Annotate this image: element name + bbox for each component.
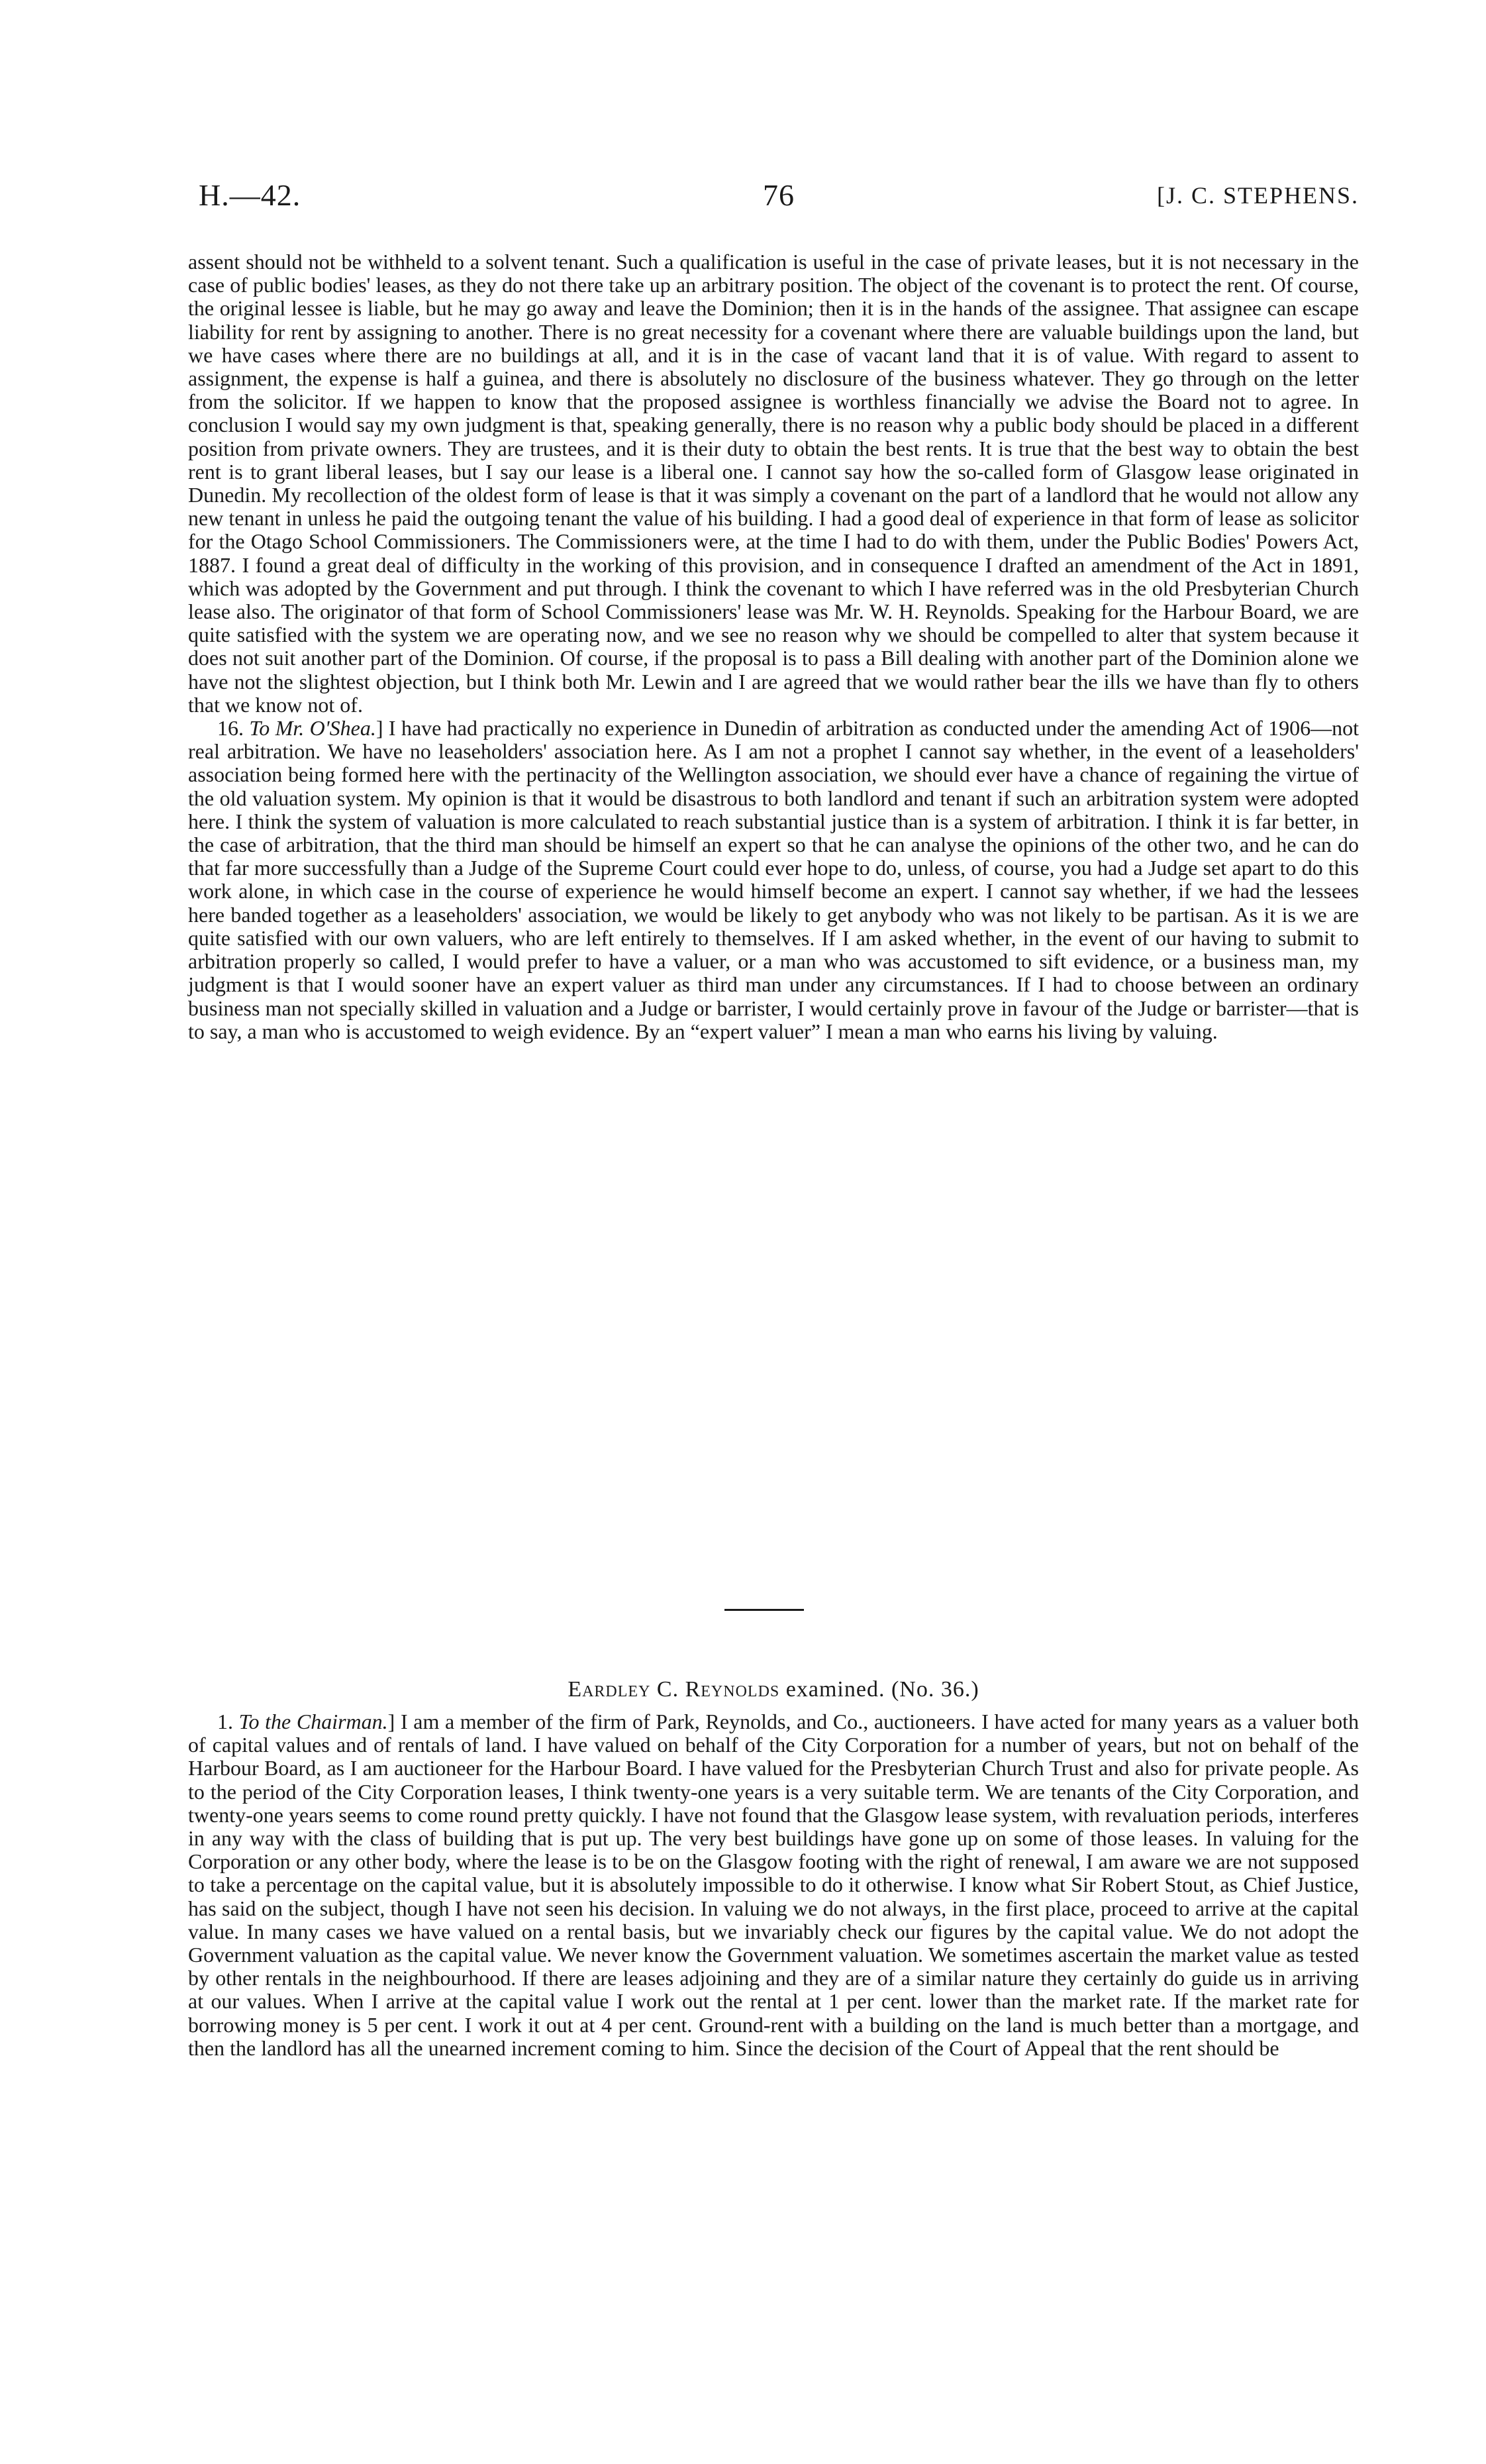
document-reference: H.—42.	[199, 178, 301, 212]
section-divider	[724, 1609, 804, 1611]
witness-running-head: [J. C. STEPHENS.	[1156, 182, 1359, 209]
examined-label: examined.	[785, 1677, 885, 1702]
question-1-paragraph: 1. To the Chairman.] I am a member of the firm of Park, Reynolds, and Co., auctioneers. I have acted for many years as a valuer both of capital values and of rentals of land. I have valued on behalf of the City Corporation for a number of years, but not on behalf of the Harbour Board, as I am auctioneer for the Harbour Board. I have valued for the Presbyterian Church Trust and also for private people. As to the period of the City Corporation leases, I think twenty-one years is a very suitable term. We are tenants of the City Corporation, and twenty-one years seems to come round pretty quickly. I have not found that the Glasgow lease system, with revaluation periods, interferes in any way with the class of building that is put up. The very best buildings have gone up on some of those leases. In valuing for the Corporation or any other body, where the lease is to be on the Glasgow footing with the right of renewal, I am aware we are not supposed to take a percentage on the capital value, but it is absolutely impossible to do it otherwise. I know what Sir Robert Stout, as Chief Justice, has said on the subject, though I have not seen his decision. In valuing we do not always, in the first place, proceed to arrive at the capital value. In many cases we have valued on a rental basis, but we invariably check our figures by the capital value. We do not adopt the Government valuation as the capital value. We never know the Government valuation. We sometimes ascertain the market value as tested by other rentals in the neighbourhood. If there are leases adjoining and they are of a similar nature they certainly do guide us in arriving at our values. When I arrive at the capital value I work out the rental at 1 per cent. lower than the market rate. If the market rate for borrowing money is 5 per cent. I work it out at 4 per cent. Ground-rent with a building on the land is much better than a mortgage, and then the landlord has all the unearned increment coming to him. Since the decision of the Court of Appeal that the rent should be	[188, 1710, 1360, 2060]
question-answer-text: I am a member of the firm of Park, Reynolds, and Co., auctioneers. I have acted for many years as a valuer both of capital values and of rentals of land. I have valued on behalf of the City Corporation for a number of years, but not on behalf of the Harbour Board, as I am auctioneer for the Harbour Board. I have valued for the Presbyterian Church Trust and also for private people. As to the period of the City Corporation leases, I think twenty-one years is a very suitable term. We are tenants of the City Corporation, and twenty-one years seems to come round pretty quickly. I have not found that the Glasgow lease system, with revaluation periods, interferes in any way with the class of building that is put up. The very best buildings have gone up on some of those leases. In valuing for the Corporation or any other body, where the lease is to be on the Glasgow footing with the right of renewal, I am aware we are not supposed to take a percentage on the capital value, but it is absolutely impossible to do it otherwise. I know what Sir Robert Stout, as Chief Justice, has said on the subject, though I have not seen his decision. In valuing we do not always, in the first place, proceed to arrive at the capital value. In many cases we have valued on a rental basis, but we invariably check our figures by the capital value. We do not adopt the Government valuation as the capital value. We never know the Government valuation. We sometimes ascertain the market value as tested by other rentals in the neighbourhood. If there are leases adjoining and they are of a similar nature they certainly do guide us in arriving at our values. When I arrive at the capital value I work out the rental at 1 per cent. lower than the market rate. If the market rate for borrowing money is 5 per cent. I work it out at 4 per cent. Ground-rent with a building on the land is much better than a mortgage, and then the landlord has all the unearned increment coming to him. Since the decision of the Court of Appeal that the rent should be	[188, 1710, 1360, 2060]
question-number: 16.	[217, 716, 244, 741]
evidence-section-stephens	[188, 250, 1359, 1043]
question-addressee: To the Chairman.	[238, 1710, 388, 1733]
question-addressee: To Mr. O'Shea.	[249, 716, 376, 741]
witness-name: Eardley C. Reynolds	[568, 1677, 780, 1702]
evidence-section-reynolds	[188, 1710, 1359, 2060]
witness-number: (No. 36.)	[891, 1677, 979, 1702]
question-16-paragraph: 16. To Mr. O'Shea.] I have had practically no experience in Dunedin of arbitration as conducted under the amending Act of 1906—not real arbitration. We have no leaseholders' association here. As I am not a prophet I cannot say whether, in the event of a leaseholders' association being formed here with the pertinacity of the Wellington association, we should ever have a chance of regaining the virtue of the old valuation system. My opinion is that it would be disastrous to both landlord and tenant if such an arbitration system were adopted here. I think the system of valuation is more calculated to reach substantial justice than is a system of arbitration. I think it is far better, in the case of arbitration, that the third man should be himself an expert so that he can analyse the opinions of the other two, and he can do that far more successfully than a Judge of the Supreme Court could ever hope to do, unless, of course, you had a Judge set apart to do this work alone, in which case in the course of experience he would himself become an expert. I cannot say whether, if we had the lessees here banded together as a leaseholders' association, we would be likely to get anybody who was not likely to be partisan. As it is we are quite satisfied with our own valuers, who are left entirely to themselves. If I am asked whether, in the event of our having to submit to arbitration properly so called, I would prefer to have a valuer, or a man who was accustomed to sift evidence, or a business man, my judgment is that I would sooner have an expert valuer as third man under any circumstances. If I had to choose between an ordinary business man not specially skilled in valuation and a Judge or barrister, I would certainly prove in favour of the Judge or barrister—that is to say, a man who is accustomed to weigh evidence. By an “expert valuer” I mean a man who earns his living by valuing.	[188, 716, 1360, 1043]
witness-heading	[188, 1677, 1359, 1702]
page-number: 76	[763, 178, 795, 212]
continued-paragraph: assent should not be withheld to a solvent tenant. Such a qualification is useful in the case of private leases, but it is not necessary in the case of public bodies' leases, as they do not there take up an arbitrary position. The object of the covenant is to protect the rent. Of course, the original lessee is liable, but he may go away and leave the Dominion; then it is in the hands of the assignee. That assignee can escape liability for rent by assigning to another. There is no great necessity for a covenant where there are valuable buildings upon the land, but we have cases where there are no buildings at all, and it is in the case of vacant land that it is of value. With regard to assent to assignment, the expense is half a guinea, and there is absolutely no disclosure of the business whatever. They go through on the letter from the solicitor. If we happen to know that the proposed assignee is worthless financially we advise the Board not to agree. In conclusion I would say my own judgment is that, speaking generally, there is no reason why a public body should be placed in a different position from private owners. They are trustees, and it is their duty to obtain the best rents. It is true that the best way to obtain the best rent is to grant liberal leases, but I say our lease is a liberal one. I cannot say how the so-called form of Glasgow lease originated in Dunedin. My recollection of the oldest form of lease is that it was simply a covenant on the part of a landlord that he would not allow any new tenant in unless he paid the outgoing tenant the value of his building. I had a good deal of experience in that form of lease as solicitor for the Otago School Commissioners. The Commissioners were, at the time I had to do with them, under the Public Bodies' Powers Act, 1887. I found a great deal of difficulty in the working of this provision, and in consequence I drafted an amendment of the Act in 1891, which was adopted by the Government and put through. I think the covenant to which I have referred was in the old Presbyterian Church lease also. The originator of that form of School Commissioners' lease was Mr. W. H. Reynolds. Speaking for the Harbour Board, we are quite satisfied with the system we are operating now, and we see no reason why we should be compelled to alter that system because it does not suit another part of the Dominion. Of course, if the proposal is to pass a Bill dealing with another part of the Dominion alone we have not the slightest objection, but I think both Mr. Lewin and I are agreed that we would rather bear the ills we have than fly to others that we know not of.	[188, 250, 1359, 717]
question-answer-text: I have had practically no experience in Dunedin of arbitration as conducted under the amending Act of 1906—not real arbitration. We have no leaseholders' association here. As I am not a prophet I cannot say whether, in the event of a leaseholders' association being formed here with the pertinacity of the Wellington association, we should ever have a chance of regaining the virtue of the old valuation system. My opinion is that it would be disastrous to both landlord and tenant if such an arbitration system were adopted here. I think the system of valuation is more calculated to reach substantial justice than is a system of arbitration. I think it is far better, in the case of arbitration, that the third man should be himself an expert so that he can analyse the opinions of the other two, and he can do that far more successfully than a Judge of the Supreme Court could ever hope to do, unless, of course, you had a Judge set apart to do this work alone, in which case in the course of experience he would himself become an expert. I cannot say whether, if we had the lessees here banded together as a leaseholders' association, we would be likely to get anybody who was not likely to be partisan. As it is we are quite satisfied with our own valuers, who are left entirely to themselves. If I am asked whether, in the event of our having to submit to arbitration properly so called, I would prefer to have a valuer, or a man who was accustomed to sift evidence, or a business man, my judgment is that I would sooner have an expert valuer as third man under any circumstances. If I had to choose between an ordinary business man not specially skilled in valuation and a Judge or barrister, I would certainly prove in favour of the Judge or barrister—that is to say, a man who is accustomed to weigh evidence. By an “expert valuer” I mean a man who earns his living by valuing.	[188, 716, 1360, 1043]
page-header	[199, 178, 1359, 217]
question-number: 1.	[217, 1710, 233, 1733]
